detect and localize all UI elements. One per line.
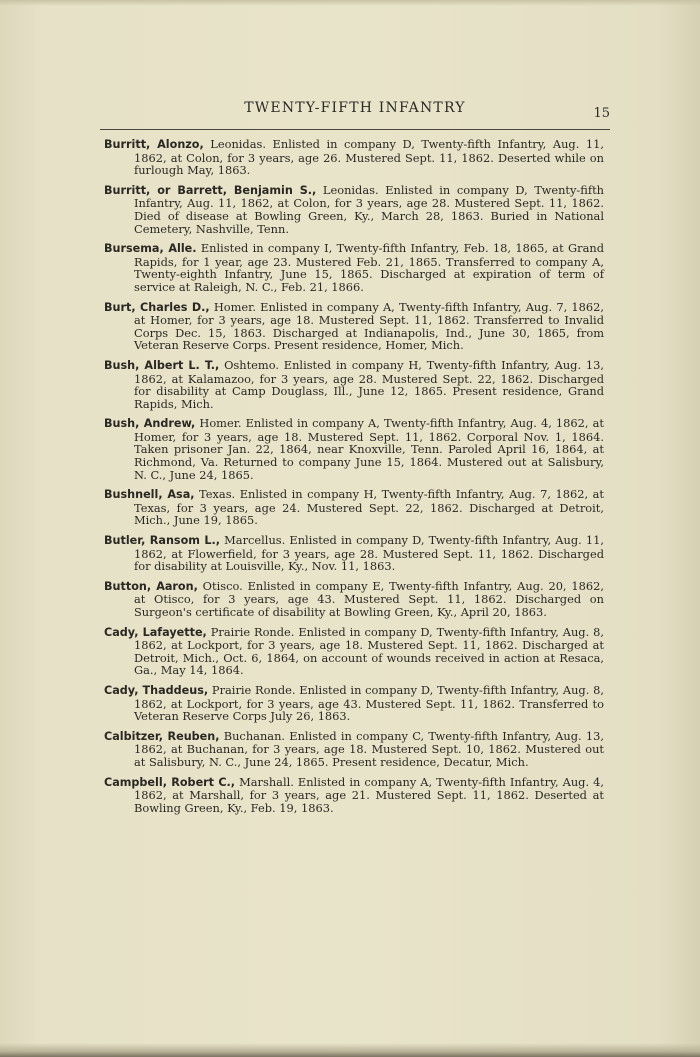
roster-entry bbox=[104, 684, 604, 723]
page-bottom-edge bbox=[0, 1043, 700, 1057]
service-record: Leonidas. Enlisted in company D, Twenty-fifth Infantry, Aug. 11, 1862, at Colon, for 3 years, age 28. Mustered Sept. 11, 1862. Died of disease at Bowling Green, Ky., March 28, 1863. Buried in National Cemetery, Nashville, Tenn. bbox=[134, 182, 604, 236]
service-record: Buchanan. Enlisted in company C, Twenty-fifth Infantry, Aug. 13, 1862, at Buchanan, for 3 years, age 18. Mustered Sept. 10, 1862. Mustered out at Salisbury, N. C., June 24, 1865. Present residence, Decatur, Mich. bbox=[134, 728, 604, 769]
soldier-name: Bush, Albert L. T., bbox=[104, 358, 220, 372]
soldier-name: Cady, Thaddeus, bbox=[104, 683, 209, 697]
roster-entry bbox=[104, 776, 604, 815]
service-record: Prairie Ronde. Enlisted in company D, Twenty-fifth Infantry, Aug. 8, 1862, at Lockport, for 3 years, age 43. Mustered Sept. 11, 1862. Transferred to Veteran Reserve Corps July 26, 1863. bbox=[134, 682, 604, 724]
roster-entry bbox=[104, 359, 604, 410]
header-rule bbox=[100, 129, 610, 130]
service-record: Texas. Enlisted in company H, Twenty-fifth Infantry, Aug. 7, 1862, at Texas, for 3 years, age 24. Mustered Sept. 22, 1862. Discharged at Detroit, Mich., June 19, 1865. bbox=[134, 487, 604, 528]
roster-entry bbox=[104, 138, 604, 177]
page-number: 15 bbox=[593, 106, 610, 121]
soldier-name: Butler, Ransom L., bbox=[104, 534, 220, 548]
roster-entry bbox=[104, 534, 604, 573]
service-record: Leonidas. Enlisted in company D, Twenty-fifth Infantry, Aug. 11, 1862, at Colon, for 3 years, age 26. Mustered Sept. 11, 1862. Deserted while on furlough May, 1863. bbox=[134, 137, 604, 178]
soldier-name: Burt, Charles D., bbox=[104, 300, 210, 314]
roster-entry bbox=[104, 488, 604, 527]
roster-entry bbox=[104, 417, 604, 481]
roster-entry bbox=[104, 242, 604, 293]
roster-entry bbox=[104, 626, 604, 677]
service-record: Marcellus. Enlisted in company D, Twenty-fifth Infantry, Aug. 11, 1862, at Flowerfield, for 3 years, age 28. Mustered Sept. 11, 1862. Discharged for disability at Louisville, Ky., Nov. 11, 1863. bbox=[134, 533, 604, 574]
page-top-shadow bbox=[0, 0, 700, 6]
roster-entry bbox=[104, 184, 604, 235]
service-record: Oshtemo. Enlisted in company H, Twenty-fifth Infantry, Aug. 13, 1862, at Kalamazoo, for 3 years, age 28. Mustered Sept. 22, 1862. Discharged for disability at Camp Douglass, Ill., June 12, 1865. Present residence, Grand Rapids, Mich. bbox=[134, 357, 604, 411]
soldier-name: Button, Aaron, bbox=[104, 579, 198, 593]
service-record: Marshall. Enlisted in company A, Twenty-fifth Infantry, Aug. 4, 1862, at Marshall, for 3 years, age 21. Mustered Sept. 11, 1862. Deserted at Bowling Green, Ky., Feb. 19, 1863. bbox=[134, 774, 604, 815]
roster-entry bbox=[104, 730, 604, 769]
service-record: Homer. Enlisted in company A, Twenty-fifth Infantry, Aug. 7, 1862, at Homer, for 3 years, age 18. Mustered Sept. 11, 1862. Transferred to Invalid Corps Dec. 15, 1863. Discharged at Indianapolis, Ind., June 30, 1865, from Veteran Reserve Corps. Present residence, Homer, Mich. bbox=[134, 299, 605, 353]
soldier-name: Burritt, or Barrett, Benjamin S., bbox=[104, 183, 317, 197]
soldier-name: Bushnell, Asa, bbox=[104, 488, 195, 502]
soldier-name: Calbitzer, Reuben, bbox=[104, 729, 220, 743]
soldier-name: Campbell, Robert C., bbox=[104, 775, 236, 789]
roster-entry bbox=[104, 301, 604, 352]
service-record: Prairie Ronde. Enlisted in company D, Twenty-fifth Infantry, Aug. 8, 1862, at Lockport, for 3 years, age 18. Mustered Sept. 11, 1862. Discharged at Detroit, Mich., Oct. 6, 1864, on account of wounds received in action at Resaca, Ga., May 14, 1864. bbox=[134, 624, 604, 678]
soldier-name: Cady, Lafayette, bbox=[104, 625, 207, 639]
soldier-name: Bursema, Alle. bbox=[104, 242, 197, 256]
service-record: Otisco. Enlisted in company E, Twenty-fifth Infantry, Aug. 20, 1862, at Otisco, for 3 years, age 43. Mustered Sept. 11, 1862. Discharged on Surgeon's certificate of disability at Bowling Green, Ky., April 20, 1863. bbox=[134, 578, 605, 619]
soldier-name: Burritt, Alonzo, bbox=[104, 138, 204, 151]
service-record: Homer. Enlisted in company A, Twenty-fifth Infantry, Aug. 4, 1862, at Homer, for 3 years, age 18. Mustered Sept. 11, 1862. Corporal Nov. 1, 1864. Taken prisoner Jan. 22, 1864, near Knoxville, Tenn. Paroled April 16, 1864, at Richmond, Va. Returned to company June 15, 1864. Mustered out at Salisbury, N. C., June 24, 1865. bbox=[134, 416, 604, 482]
roster-entries bbox=[104, 138, 604, 821]
running-head: TWENTY-FIFTH INFANTRY bbox=[244, 100, 466, 116]
page-header bbox=[100, 100, 610, 122]
service-record: Enlisted in company I, Twenty-fifth Infantry, Feb. 18, 1865, at Grand Rapids, for 1 year, age 23. Mustered Feb. 21, 1865. Transferred to company A, Twenty-eighth Infantry, June 15, 1865. Discharged at expiration of term of service at Raleigh, N. C., Feb. 21, 1866. bbox=[134, 241, 604, 294]
soldier-name: Bush, Andrew, bbox=[104, 417, 196, 431]
roster-entry bbox=[104, 580, 604, 619]
